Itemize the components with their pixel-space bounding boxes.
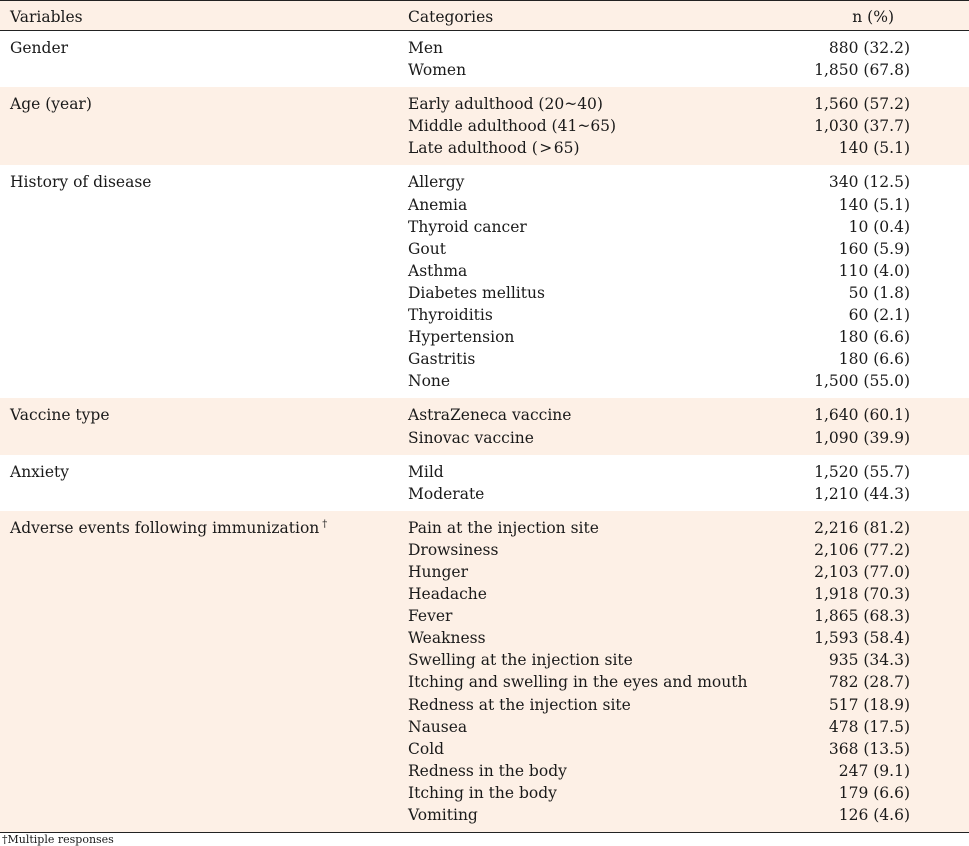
- header-categories: Categories: [408, 8, 494, 26]
- value-cell: 1,918 (70.3): [814, 585, 910, 604]
- category-cell: Pain at the injection site: [408, 518, 599, 537]
- table-row: [0, 782, 969, 804]
- table-row: [0, 194, 969, 216]
- value-cell: 180 (6.6): [838, 328, 910, 347]
- category-cell: Hypertension: [408, 328, 515, 347]
- value-cell: 60 (2.1): [848, 306, 910, 325]
- category-cell: Redness in the body: [408, 761, 567, 780]
- table-group: [0, 511, 969, 832]
- category-cell: Thyroiditis: [408, 306, 493, 325]
- value-cell: 126 (4.6): [838, 806, 910, 824]
- category-cell: Weakness: [408, 629, 486, 648]
- value-cell: 517 (18.9): [828, 695, 910, 714]
- table-row: [0, 260, 969, 282]
- value-cell: 180 (6.6): [838, 350, 910, 369]
- value-cell: 368 (13.5): [828, 739, 910, 758]
- table-row: [0, 539, 969, 561]
- value-cell: 179 (6.6): [838, 783, 910, 802]
- table-row: [0, 605, 969, 627]
- category-cell: Women: [408, 61, 467, 80]
- variable-text: Anxiety: [10, 462, 70, 481]
- table-row: [0, 115, 969, 137]
- category-cell: Itching and swelling in the eyes and mouth: [408, 673, 748, 692]
- category-cell: Early adulthood (20~40): [408, 95, 603, 114]
- header-variables: Variables: [10, 8, 83, 26]
- table-row: [0, 649, 969, 671]
- value-cell: 1,560 (57.2): [814, 95, 910, 114]
- variable-text: Adverse events following immunization: [10, 518, 320, 537]
- value-cell: 1,520 (55.7): [814, 462, 910, 481]
- table-row: [0, 627, 969, 649]
- value-cell: 1,593 (58.4): [814, 629, 910, 648]
- value-cell: 2,103 (77.0): [814, 562, 910, 581]
- table-group: [0, 87, 969, 165]
- table-row: [0, 517, 969, 539]
- value-cell: 10 (0.4): [848, 217, 910, 236]
- variable-text: Age (year): [10, 95, 92, 114]
- value-cell: 160 (5.9): [838, 239, 910, 258]
- table-row: [0, 348, 969, 370]
- category-cell: Anemia: [408, 195, 468, 214]
- category-cell: Gastritis: [408, 350, 476, 369]
- table-row: [0, 93, 969, 115]
- table-row: [0, 238, 969, 260]
- footnote-marker: †: [322, 518, 328, 530]
- table-row: [0, 427, 969, 449]
- value-cell: 1,865 (68.3): [814, 607, 910, 626]
- category-cell: Late adulthood ( > 65): [408, 139, 580, 158]
- table-row: [0, 483, 969, 505]
- value-cell: 2,106 (77.2): [814, 540, 910, 559]
- value-cell: 782 (28.7): [828, 673, 910, 692]
- table-header: [0, 0, 969, 31]
- value-cell: 140 (5.1): [838, 195, 910, 214]
- category-cell: Thyroid cancer: [408, 217, 527, 236]
- category-cell: Vomiting: [408, 806, 478, 824]
- table-group: [0, 165, 969, 398]
- table-row: [0, 304, 969, 326]
- table-row: [0, 282, 969, 304]
- table-row: [0, 326, 969, 348]
- table-row: [0, 461, 969, 483]
- value-cell: 340 (12.5): [828, 173, 910, 192]
- value-cell: 880 (32.2): [828, 39, 910, 57]
- category-cell: Swelling at the injection site: [408, 651, 633, 670]
- value-cell: 1,850 (67.8): [814, 61, 910, 80]
- table-body: [0, 31, 969, 832]
- table-row: [0, 404, 969, 426]
- category-cell: AstraZeneca vaccine: [408, 406, 572, 425]
- table-footnote: †Multiple responses: [2, 833, 114, 846]
- category-cell: Itching in the body: [408, 783, 557, 802]
- category-cell: Men: [408, 39, 444, 57]
- category-cell: Diabetes mellitus: [408, 283, 545, 302]
- table-row: [0, 716, 969, 738]
- category-cell: Hunger: [408, 562, 468, 581]
- value-cell: 50 (1.8): [848, 283, 910, 302]
- category-cell: None: [408, 372, 451, 391]
- table-row: [0, 370, 969, 392]
- value-cell: 478 (17.5): [828, 717, 910, 736]
- table-group: [0, 455, 969, 511]
- category-cell: Cold: [408, 739, 445, 758]
- table-bottom-rule: [0, 832, 969, 833]
- value-cell: 110 (4.0): [838, 261, 910, 280]
- category-cell: Fever: [408, 607, 453, 626]
- table-row: [0, 59, 969, 81]
- category-cell: Asthma: [408, 261, 468, 280]
- value-cell: 247 (9.1): [838, 761, 910, 780]
- table-group: [0, 31, 969, 87]
- category-cell: Mild: [408, 462, 444, 481]
- table-row: [0, 583, 969, 605]
- category-cell: Drowsiness: [408, 540, 499, 559]
- table-row: [0, 804, 969, 826]
- table-row: [0, 760, 969, 782]
- table-row: [0, 171, 969, 193]
- value-cell: 140 (5.1): [838, 139, 910, 158]
- variable-text: Gender: [10, 39, 69, 57]
- table-row: [0, 671, 969, 693]
- table-row: [0, 137, 969, 159]
- category-cell: Allergy: [408, 173, 465, 192]
- value-cell: 1,500 (55.0): [814, 372, 910, 391]
- category-cell: Sinovac vaccine: [408, 428, 534, 447]
- category-cell: Headache: [408, 585, 487, 604]
- table-row: [0, 561, 969, 583]
- variable-text: Vaccine type: [10, 406, 110, 425]
- value-cell: 1,640 (60.1): [814, 406, 910, 425]
- category-cell: Redness at the injection site: [408, 695, 631, 714]
- table-row: [0, 694, 969, 716]
- table-row: [0, 738, 969, 760]
- category-cell: Gout: [408, 239, 446, 258]
- value-cell: 935 (34.3): [828, 651, 910, 670]
- table-row: [0, 216, 969, 238]
- table-row: [0, 37, 969, 59]
- category-cell: Moderate: [408, 484, 485, 503]
- value-cell: 2,216 (81.2): [814, 518, 910, 537]
- value-cell: 1,090 (39.9): [814, 428, 910, 447]
- value-cell: 1,030 (37.7): [814, 117, 910, 136]
- value-cell: 1,210 (44.3): [814, 484, 910, 503]
- variable-text: History of disease: [10, 173, 152, 192]
- category-cell: Middle adulthood (41~65): [408, 117, 617, 136]
- category-cell: Nausea: [408, 717, 468, 736]
- table-group: [0, 398, 969, 454]
- header-n-percent: n (%): [852, 8, 894, 26]
